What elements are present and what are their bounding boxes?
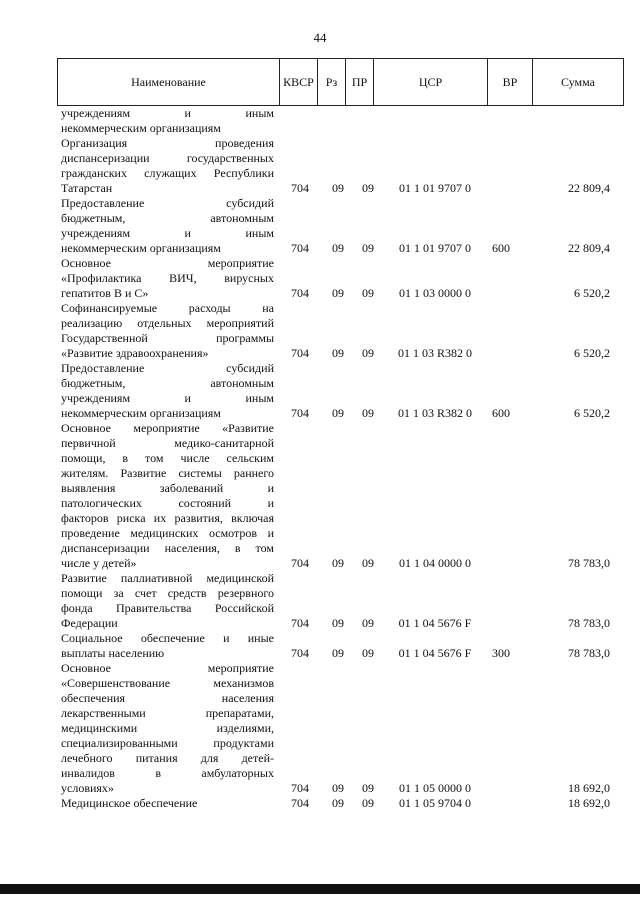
row-name-line: лекарственными препаратами, <box>61 706 274 720</box>
row-name-line: помощи, в том числе сельским <box>61 451 274 465</box>
row-name-line: Государственной программы <box>61 331 274 345</box>
cell-csr: 01 1 04 5676 F <box>398 646 472 660</box>
table-row <box>0 661 640 796</box>
cell-sum: 22 809,4 <box>568 181 610 195</box>
header-vr: ВР <box>488 59 533 105</box>
table-row <box>0 796 640 811</box>
row-name-line: некоммерческим организациям <box>61 121 221 135</box>
table-row <box>0 256 640 301</box>
table-row <box>0 361 640 421</box>
row-name-line: Социальное обеспечение и иные <box>61 631 274 645</box>
cell-rz: 09 <box>332 241 344 255</box>
cell-kvsr: 704 <box>291 181 309 195</box>
row-name-line: Основное мероприятие <box>61 661 274 675</box>
row-name-line: патологических состояний и <box>61 496 274 510</box>
table-row <box>0 571 640 631</box>
cell-sum: 18 692,0 <box>568 781 610 795</box>
row-name-line: условиях» <box>61 781 114 795</box>
cell-rz: 09 <box>332 286 344 300</box>
cell-pr: 09 <box>362 796 374 810</box>
cell-sum: 6 520,2 <box>574 346 610 360</box>
cell-kvsr: 704 <box>291 241 309 255</box>
scan-bottom-edge <box>0 884 640 894</box>
table-header <box>57 58 624 106</box>
row-name-line: реализацию отдельных мероприятий <box>61 316 274 330</box>
row-name-line: Федерации <box>61 616 118 630</box>
cell-kvsr: 704 <box>291 796 309 810</box>
table-row <box>0 136 640 196</box>
table-row <box>0 631 640 661</box>
row-name <box>61 661 274 796</box>
cell-kvsr: 704 <box>291 406 309 420</box>
row-name-line: Татарстан <box>61 181 113 195</box>
row-name <box>61 106 274 136</box>
header-sum: Сумма <box>561 74 595 89</box>
cell-rz: 09 <box>332 406 344 420</box>
header-pr: ПР <box>346 59 374 105</box>
cell-rz: 09 <box>332 181 344 195</box>
table-row <box>0 301 640 361</box>
cell-csr: 01 1 05 0000 0 <box>399 781 471 795</box>
row-name-line: фонда Правительства Российской <box>61 601 274 615</box>
cell-csr: 01 1 01 9707 0 <box>399 241 471 255</box>
row-name-line: инвалидов в амбулаторных <box>61 766 274 780</box>
row-name-line: диспансеризации государственных <box>61 151 274 165</box>
cell-pr: 09 <box>362 406 374 420</box>
cell-sum: 78 783,0 <box>568 616 610 630</box>
row-name-line: «Профилактика ВИЧ, вирусных <box>61 271 274 285</box>
row-name <box>61 256 274 301</box>
row-name <box>61 421 274 571</box>
page-number: 44 <box>313 30 327 45</box>
cell-pr: 09 <box>362 181 374 195</box>
row-name-line: помощи за счет средств резервного <box>61 586 274 600</box>
row-name-line: выявления заболеваний и <box>61 481 274 495</box>
cell-rz: 09 <box>332 796 344 810</box>
cell-sum: 22 809,4 <box>568 241 610 255</box>
cell-csr: 01 1 03 R382 0 <box>397 406 472 420</box>
cell-pr: 09 <box>362 241 374 255</box>
cell-sum: 6 520,2 <box>574 406 610 420</box>
cell-csr: 01 1 01 9707 0 <box>399 181 471 195</box>
cell-rz: 09 <box>332 346 344 360</box>
row-name-line: проведение медицинских осмотров и <box>61 526 274 540</box>
row-name <box>61 136 274 196</box>
row-name-line: жителям. Развитие системы раннего <box>61 466 274 480</box>
row-name-line: «Совершенствование механизмов <box>61 676 274 690</box>
cell-sum: 6 520,2 <box>574 286 610 300</box>
row-name-line: факторов риска их развития, включая <box>61 511 274 525</box>
cell-rz: 09 <box>332 616 344 630</box>
row-name-line: Медицинское обеспечение <box>61 796 198 810</box>
cell-sum: 78 783,0 <box>568 556 610 570</box>
cell-pr: 09 <box>362 346 374 360</box>
cell-vr: 600 <box>492 406 510 420</box>
row-name-line: учреждениям и иным <box>61 106 274 120</box>
cell-csr: 01 1 03 0000 0 <box>399 286 471 300</box>
cell-kvsr: 704 <box>291 646 309 660</box>
row-name-line: Предоставление субсидий <box>61 361 274 375</box>
cell-rz: 09 <box>332 646 344 660</box>
row-name-line: гепатитов В и С» <box>61 286 149 300</box>
row-name-line: некоммерческим организациям <box>61 241 221 255</box>
row-name-line: Основное мероприятие «Развитие <box>61 421 274 435</box>
row-name-line: числе у детей» <box>61 556 137 570</box>
row-name-line: первичной медико-санитарной <box>61 436 274 450</box>
cell-csr: 01 1 04 0000 0 <box>399 556 471 570</box>
cell-kvsr: 704 <box>291 616 309 630</box>
row-name-line: бюджетным, автономным <box>61 376 274 390</box>
cell-pr: 09 <box>362 616 374 630</box>
row-name-line: Софинансируемые расходы на <box>61 301 274 315</box>
row-name-line: учреждениям и иным <box>61 391 274 405</box>
row-name-line: Основное мероприятие <box>61 256 274 270</box>
cell-pr: 09 <box>362 781 374 795</box>
row-name-line: бюджетным, автономным <box>61 211 274 225</box>
header-rz: Рз <box>318 59 346 105</box>
row-name-line: специализированными продуктами <box>61 736 274 750</box>
row-name-line: обеспечения населения <box>61 691 274 705</box>
cell-vr: 300 <box>492 646 510 660</box>
row-name <box>61 571 274 631</box>
cell-kvsr: 704 <box>291 286 309 300</box>
row-name <box>61 196 274 256</box>
row-name-line: выплаты населению <box>61 646 165 660</box>
table-row <box>0 196 640 256</box>
row-name-line: Организация проведения <box>61 136 274 150</box>
cell-pr: 09 <box>362 646 374 660</box>
header-csr: ЦСР <box>374 59 488 105</box>
row-name <box>61 631 274 661</box>
cell-csr: 01 1 04 5676 F <box>398 616 472 630</box>
cell-kvsr: 704 <box>291 346 309 360</box>
table-row <box>0 106 640 136</box>
cell-kvsr: 704 <box>291 781 309 795</box>
cell-kvsr: 704 <box>291 556 309 570</box>
cell-vr: 600 <box>492 241 510 255</box>
cell-sum: 78 783,0 <box>568 646 610 660</box>
row-name-line: некоммерческим организациям <box>61 406 221 420</box>
cell-pr: 09 <box>362 286 374 300</box>
cell-pr: 09 <box>362 556 374 570</box>
table-row <box>0 421 640 571</box>
cell-rz: 09 <box>332 781 344 795</box>
row-name-line: учреждениям и иным <box>61 226 274 240</box>
row-name <box>61 796 274 811</box>
cell-rz: 09 <box>332 556 344 570</box>
row-name <box>61 301 274 361</box>
row-name-line: лечебного питания для детей- <box>61 751 274 765</box>
row-name-line: медицинскими изделиями, <box>61 721 274 735</box>
cell-csr: 01 1 05 9704 0 <box>399 796 471 810</box>
row-name-line: гражданских служащих Республики <box>61 166 274 180</box>
cell-csr: 01 1 03 R382 0 <box>397 346 472 360</box>
cell-sum: 18 692,0 <box>568 796 610 810</box>
header-name: Наименование <box>58 59 280 105</box>
row-name <box>61 361 274 421</box>
row-name-line: «Развитие здравоохранения» <box>61 346 209 360</box>
row-name-line: диспансеризации населения, в том <box>61 541 274 555</box>
row-name-line: Развитие паллиативной медицинской <box>61 571 274 585</box>
header-kvsr: КВСР <box>280 59 318 105</box>
row-name-line: Предоставление субсидий <box>61 196 274 210</box>
